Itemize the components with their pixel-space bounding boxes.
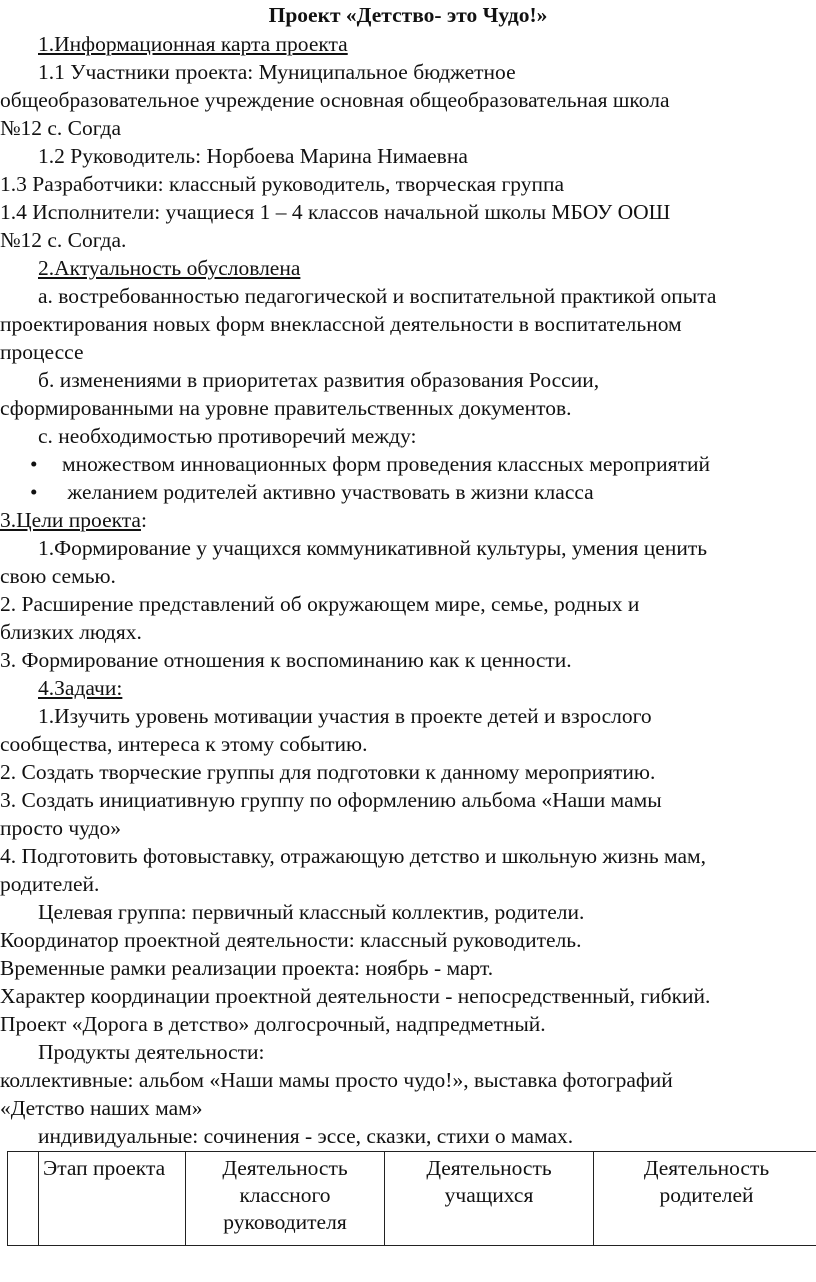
document-title: Проект «Детство- это Чудо!» <box>268 3 548 27</box>
bullet-icon: • <box>30 480 38 504</box>
list-item: желанием родителей активно участвовать в жизни класса <box>62 480 594 504</box>
stages-table <box>7 1151 816 1246</box>
list-item: множеством инновационных форм проведения классных мероприятий <box>62 452 710 476</box>
text-line: сформированными на уровне правительственных документов. <box>0 396 572 420</box>
text-line: Временные рамки реализации проекта: ноябрь - март. <box>0 956 494 980</box>
text-line: Координатор проектной деятельности: классный руководитель. <box>0 928 582 952</box>
text-line: №12 с. Согда. <box>0 228 127 252</box>
text-line: 1.1 Участники проекта: Муниципальное бюджетное <box>38 60 516 84</box>
section-heading: 4.Задачи: <box>38 676 123 700</box>
table-header-cell: Деятельность классного руководителя <box>186 1152 385 1246</box>
text-line: а. востребованностью педагогической и воспитательной практикой опыта <box>38 284 717 308</box>
text-line: с. необходимостью противоречий между: <box>38 424 417 448</box>
table-header-cell <box>8 1152 39 1246</box>
table-header-cell: Деятельность учащихся <box>385 1152 594 1246</box>
text-line: «Детство наших мам» <box>0 1096 203 1120</box>
text-line: проектирования новых форм внеклассной деятельности в воспитательном <box>0 312 682 336</box>
table-header-row <box>8 1152 816 1246</box>
table-header-cell: Деятельность родителей <box>594 1152 816 1246</box>
text-line: просто чудо» <box>0 816 121 840</box>
text-line: процессе <box>0 340 84 364</box>
text-line: коллективные: альбом «Наши мамы просто чудо!», выставка фотографий <box>0 1068 673 1092</box>
text-line: 1.3 Разработчики: классный руководитель, творческая группа <box>0 172 565 196</box>
text-line: №12 с. Согда <box>0 116 122 140</box>
text-line: близких людях. <box>0 620 142 644</box>
text-line: 1.4 Исполнители: учащиеся 1 – 4 классов начальной школы МБОУ ООШ <box>0 200 671 224</box>
section-heading: 3.Цели проекта <box>0 508 141 532</box>
text-line: индивидуальные: сочинения - эссе, сказки, стихи о мамах. <box>38 1124 574 1148</box>
section-heading-line <box>0 507 147 533</box>
text-line: 2. Расширение представлений об окружающем мире, семье, родных и <box>0 592 640 616</box>
text-line: б. изменениями в приоритетах развития образования России, <box>38 368 600 392</box>
text-line: родителей. <box>0 872 100 896</box>
text-line: Продукты деятельности: <box>38 1040 265 1064</box>
text-line: Проект «Дорога в детство» долгосрочный, надпредметный. <box>0 1012 546 1036</box>
text-line: 3. Формирование отношения к воспоминанию как к ценности. <box>0 648 572 672</box>
text-line: Характер координации проектной деятельности - непосредственный, гибкий. <box>0 984 711 1008</box>
text-line: 1.2 Руководитель: Норбоева Марина Нимаевна <box>38 144 468 168</box>
heading-colon: : <box>140 508 147 532</box>
text-line: общеобразовательное учреждение основная общеобразовательная школа <box>0 88 670 112</box>
text-line: 2. Создать творческие группы для подготовки к данному мероприятию. <box>0 760 656 784</box>
text-line: сообщества, интереса к этому событию. <box>0 732 368 756</box>
text-line: 1.Изучить уровень мотивации участия в проекте детей и взрослого <box>38 704 652 728</box>
text-line: 4. Подготовить фотовыставку, отражающую детство и школьную жизнь мам, <box>0 844 707 868</box>
text-line: Целевая группа: первичный классный коллектив, родители. <box>38 900 585 924</box>
text-line: 1.Формирование у учащихся коммуникативной культуры, умения ценить <box>38 536 708 560</box>
text-line: 3. Создать инициативную группу по оформлению альбома «Наши мамы <box>0 788 662 812</box>
section-heading: 2.Актуальность обусловлена <box>38 256 301 280</box>
text-line: свою семью. <box>0 564 116 588</box>
table-header-cell: Этап проекта <box>39 1152 186 1246</box>
section-heading: 1.Информационная карта проекта <box>38 32 348 56</box>
bullet-icon: • <box>30 452 38 476</box>
